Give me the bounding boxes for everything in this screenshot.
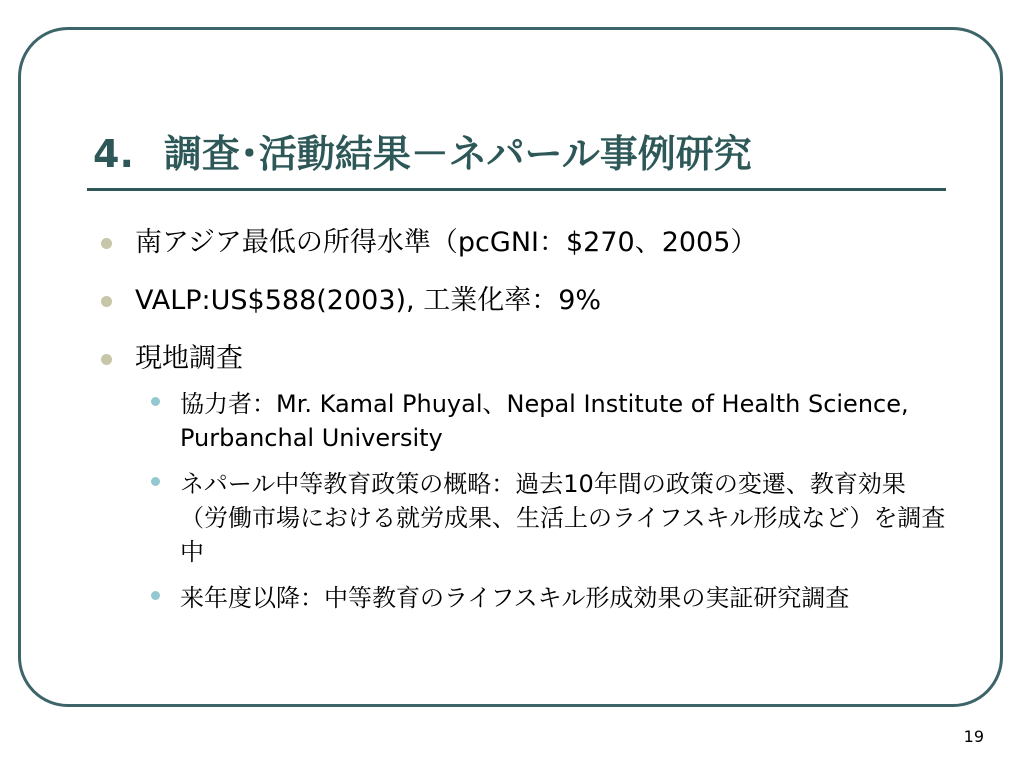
bullet-item	[98, 281, 948, 339]
bullet-dot-icon	[101, 296, 112, 307]
sub-bullet-item	[98, 581, 948, 615]
title-text: 調査･活動結果－ネパール事例研究	[163, 132, 752, 176]
bullet-text: 現地調査	[135, 343, 243, 374]
bullet-text: 南アジア最低の所得水準（pcGNI：$270、2005）	[135, 227, 758, 258]
sub-bullet-text: ネパール中等教育政策の概略：過去10年間の政策の変遷、教育効果（労働市場における就労成果、生活上のライフスキル形成など）を調査中	[180, 470, 946, 566]
sub-bullet-dot-icon	[151, 397, 160, 406]
title-number: 4.	[93, 132, 134, 176]
sub-bullet-text: 協力者：Mr. Kamal Phuyal、Nepal Institute of Health Science, Purbanchal University	[180, 390, 909, 452]
bullet-text: VALP:US$588(2003), 工業化率：9%	[135, 285, 602, 316]
sub-bullet-text: 来年度以降：中等教育のライフスキル形成効果の実証研究調査	[180, 584, 850, 612]
title-underline	[87, 188, 946, 191]
slide-body	[98, 223, 948, 627]
bullet-item	[98, 339, 948, 387]
sub-bullet-dot-icon	[151, 591, 160, 600]
page-number: 19	[963, 727, 984, 746]
sub-bullet-item	[98, 387, 948, 455]
sub-bullet-item	[98, 467, 948, 569]
bullet-dot-icon	[101, 354, 112, 365]
slide-title	[93, 128, 752, 180]
sub-bullet-dot-icon	[151, 477, 160, 486]
bullet-item	[98, 223, 948, 281]
bullet-dot-icon	[101, 238, 112, 249]
